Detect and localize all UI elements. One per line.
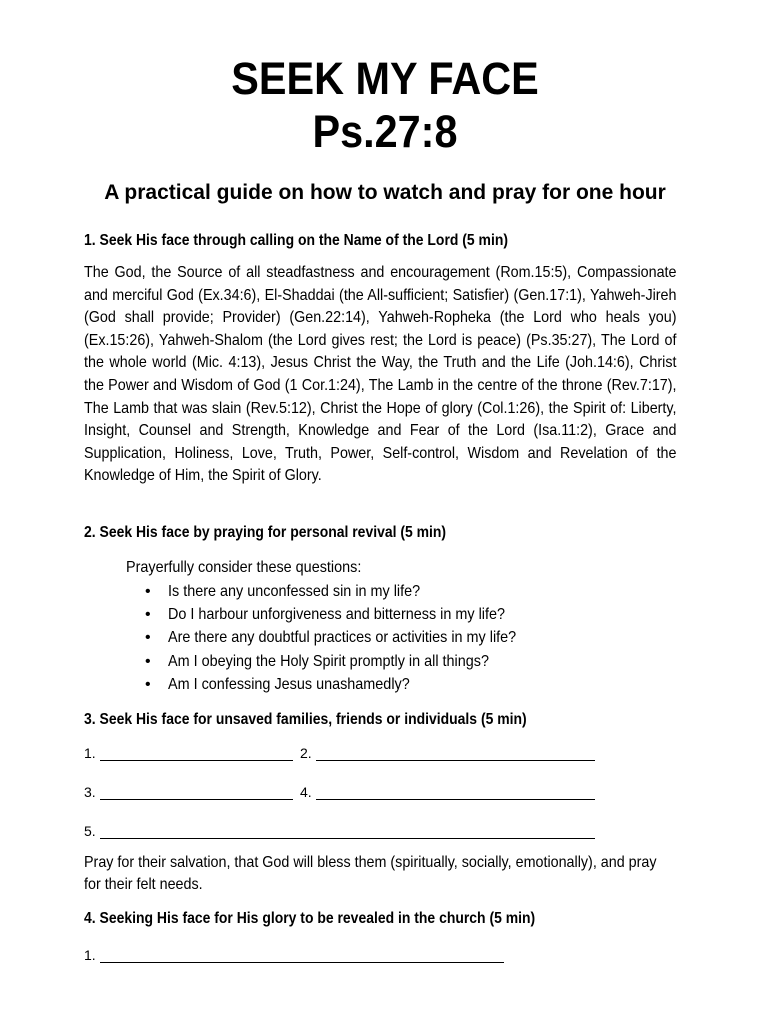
question-item: • Is there any unconfessed sin in my life?: [145, 580, 555, 603]
blank-label-3: 3.: [84, 784, 96, 800]
subtitle: A practical guide on how to watch and pray for one hour: [104, 181, 666, 204]
section-1-body: The God, the Source of all steadfastness and encouragement (Rom.15:5), Compassionate and merciful God (Ex.34:6), El-Shaddai (the All-sufficient; Satisfier) (Gen.17:1), Yahweh-Jireh (God shall provide; Provider) (Gen.22:14), Yahweh-Ropheka (the Lord who heals you) (Ex.15:26), Yahweh-Shalom (the Lord gives rest; the Lord is peace) (Ps.35:27), The Lord of the whole world (Mic. 4:13), Jesus Christ the Way, the Truth and the Life (Joh.14:6), Christ the Power and Wisdom of God (1 Cor.1:24), The Lamb in the centre of the throne (Rev.7:17), The Lamb that was slain (Rev.5:12), Christ the Hope of glory (Col.1:26), the Spirit of: Liberty, Insight, Counsel and Strength, Knowledge and Fear of the Lord (Isa.11:2), Grace and Supplication, Holiness, Love, Truth, Power, Self-control, Wisdom and Revelation of the Knowledge of Him, the Spirit of Glory.: [84, 264, 677, 485]
question-item: • Am I obeying the Holy Spirit promptly in all things?: [145, 650, 555, 673]
question-item: • Am I confessing Jesus unashamedly?: [145, 673, 555, 696]
bullet-icon: •: [145, 652, 151, 670]
question-item: • Are there any doubtful practices or activities in my life?: [145, 626, 555, 649]
question-list: [145, 580, 555, 696]
fill-in-line-2[interactable]: [316, 760, 595, 761]
fill-in-line-6[interactable]: [100, 962, 504, 963]
blank-label-6: 1.: [84, 947, 96, 963]
blank-label-5: 5.: [84, 823, 96, 839]
fill-in-line-5[interactable]: [100, 838, 595, 839]
title-line-1: SEEK MY FACE: [231, 53, 539, 104]
section-3-heading: 3. Seek His face for unsaved families, friends or individuals (5 min): [84, 711, 527, 728]
bullet-icon: •: [145, 675, 151, 693]
bullet-icon: •: [145, 583, 151, 600]
blank-label-4: 4.: [300, 784, 312, 800]
bullet-icon: •: [145, 606, 151, 624]
section-2-intro: Prayerfully consider these questions:: [126, 559, 362, 576]
question-item: • Do I harbour unforgiveness and bitterness in my life?: [145, 603, 555, 626]
fill-in-line-1[interactable]: [100, 760, 293, 761]
section-1-heading: 1. Seek His face through calling on the Name of the Lord (5 min): [84, 232, 508, 249]
fill-in-line-3[interactable]: [100, 799, 293, 800]
section-4-heading: 4. Seeking His face for His glory to be revealed in the church (5 min): [84, 910, 536, 927]
title-line-2: Ps.27:8: [312, 106, 458, 157]
section-2-heading: 2. Seek His face by praying for personal revival (5 min): [84, 524, 447, 541]
blank-label-1: 1.: [84, 745, 96, 761]
blank-label-2: 2.: [300, 745, 312, 761]
fill-in-line-4[interactable]: [316, 799, 595, 800]
bullet-icon: •: [145, 629, 151, 647]
section-3-body: Pray for their salvation, that God will bless them (spiritually, socially, emotionally), and pray for their felt needs.: [84, 854, 657, 893]
